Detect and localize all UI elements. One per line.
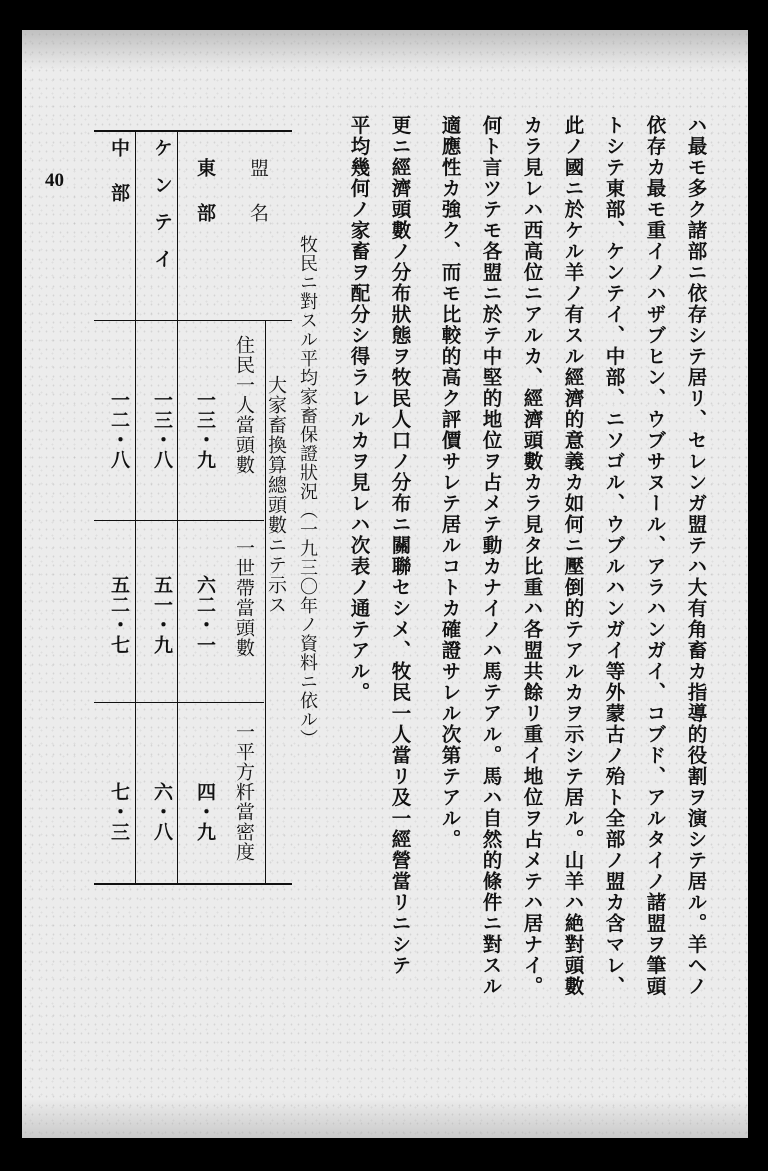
table-cell-per-person: 一二・八 bbox=[108, 390, 130, 470]
table-cell-per-household: 五二・七 bbox=[108, 575, 130, 655]
body-column: ハ最モ多ク諸部ニ依存シテ居リ、セレンガ盟テハ大有角畜カ指導的役割ヲ演シテ居ル。羊ヘノ bbox=[684, 115, 708, 997]
table-col-rule bbox=[94, 702, 264, 703]
col-header-per-household: 一世帶當頭數 bbox=[233, 538, 255, 658]
body-column: 此ノ國ニ於ケル羊ノ有スル經濟的意義カ如何ニ壓倒的テアルカヲ示シテ居ル。山羊ハ絶對頭數 bbox=[561, 115, 585, 997]
body-column: トシテ東部、ケンテイ、中部、ニソゴル、ウブルハンガイ等外蒙古ノ殆ト全部ノ盟カ含マレ、 bbox=[602, 115, 626, 997]
scanned-page bbox=[22, 30, 748, 1138]
table-top-rule bbox=[94, 130, 292, 132]
table-cell-league: 中部 bbox=[108, 138, 130, 228]
col-header-density: 一平方粁當密度 bbox=[233, 722, 255, 862]
table-cell-league: ケンテイ bbox=[151, 138, 173, 286]
body-column: 平均幾何ノ家畜ヲ配分シ得ラレルカヲ見レハ次表ノ通テアル。 bbox=[347, 115, 371, 703]
page-bottom-shadow bbox=[22, 1098, 748, 1138]
table-header-rule bbox=[94, 320, 292, 321]
page-top-shadow bbox=[22, 30, 748, 70]
body-column: カラ見レハ西高位ニアルカ、經濟頭數カラ見タ比重ハ各盟共餘リ重イ地位ヲ占メテハ居ナイ。 bbox=[520, 115, 544, 997]
table-group-header: 大家畜換算總頭數ニテ示ス bbox=[265, 375, 287, 615]
table-cell-per-person: 一三・八 bbox=[151, 390, 173, 470]
table-caption: 牧民ニ對スル平均家畜保證狀況（一九三〇年ノ資料ニ依ル） bbox=[297, 235, 318, 748]
table-row-rule bbox=[177, 130, 178, 885]
table-cell-per-person: 一三・九 bbox=[194, 390, 216, 470]
body-column: 依存カ最モ重イノハザブヒン、ウブサヌール、アラハンガイ、コブド、アルタイノ諸盟ヲ筆頭 bbox=[643, 115, 667, 997]
body-column: 適應性カ強ク、而モ比較的高ク評價サレテ居ルコトカ確證サレル次第テアル。 bbox=[438, 115, 462, 850]
page-number: 40 bbox=[45, 170, 64, 191]
table-cell-density: 四・九 bbox=[194, 782, 216, 842]
body-column: 更ニ經濟頭數ノ分布狀態ヲ牧民人口ノ分布ニ關聯セシメ、牧民一人當リ及一經營當リニシテ bbox=[388, 115, 412, 976]
table-bottom-rule bbox=[94, 883, 292, 885]
body-column: 何ト言ツテモ各盟ニ於テ中堅的地位ヲ占メテ動カナイノハ馬テアル。馬ハ自然的條件ニ對スル bbox=[479, 115, 503, 997]
col-header-league: 盟名 bbox=[247, 158, 269, 248]
table-cell-density: 七・三 bbox=[108, 782, 130, 842]
table-cell-league: 東部 bbox=[194, 158, 216, 248]
table-col-rule bbox=[94, 520, 264, 521]
table-row-rule bbox=[135, 130, 136, 885]
table-cell-per-household: 六二・一 bbox=[194, 575, 216, 655]
table-cell-density: 六・八 bbox=[151, 782, 173, 842]
table-cell-per-household: 五一・九 bbox=[151, 575, 173, 655]
col-header-per-person: 住民一人當頭數 bbox=[233, 335, 255, 475]
